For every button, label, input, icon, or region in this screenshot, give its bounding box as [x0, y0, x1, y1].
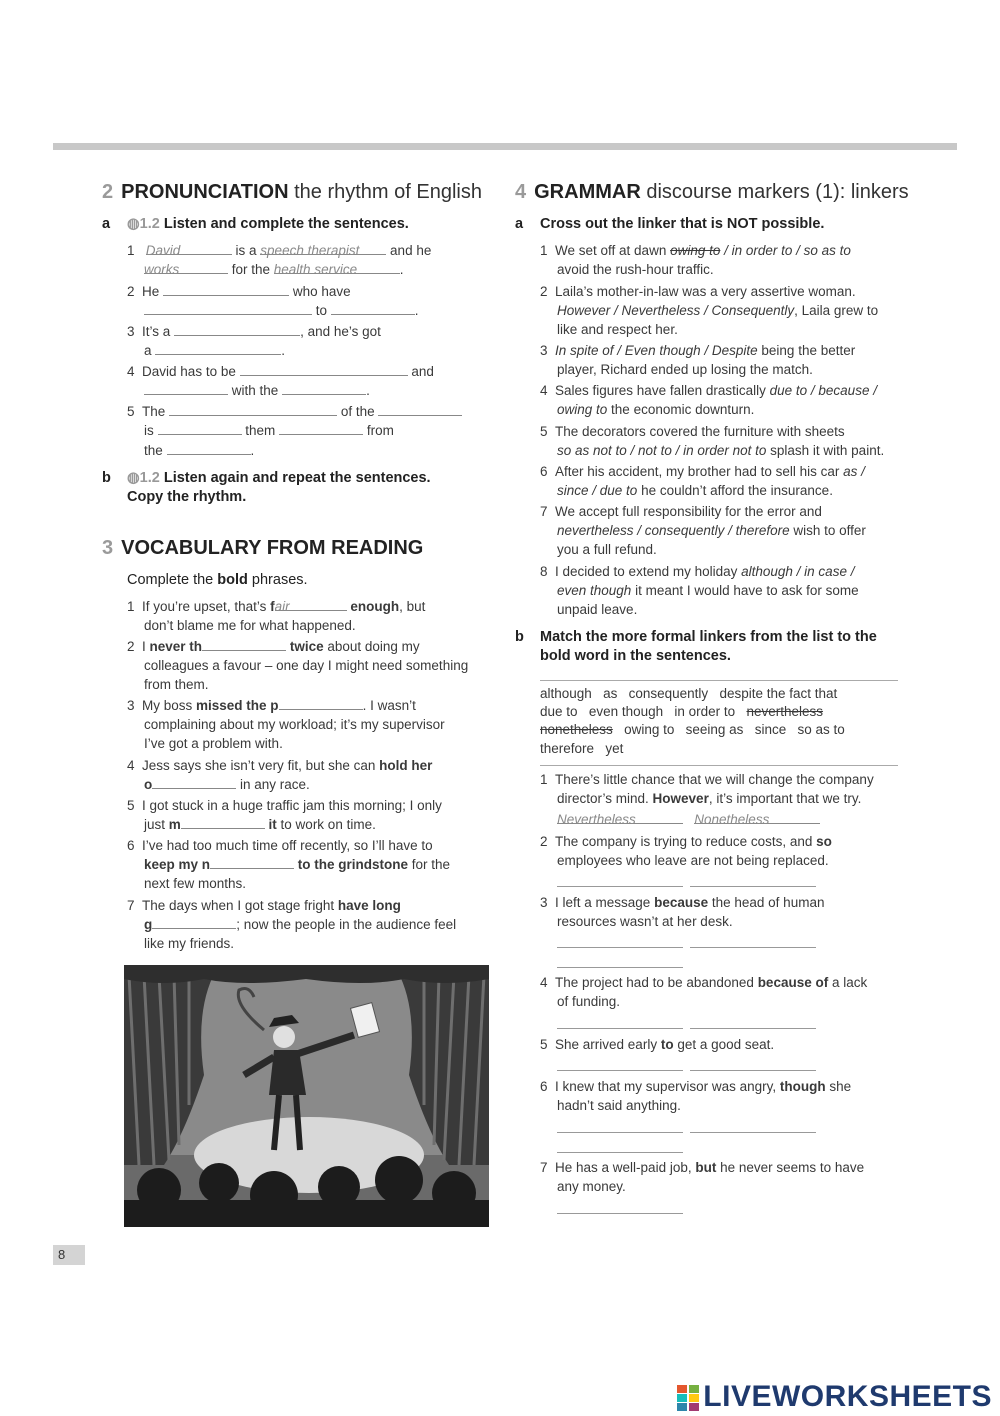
- text: g: [144, 917, 153, 932]
- text: but: [695, 1160, 717, 1175]
- text: .: [399, 262, 404, 277]
- options[interactable]: although / in case /: [741, 564, 855, 579]
- match-item-3: 3 I left a message because the head of human: [540, 895, 825, 910]
- word-option[interactable]: so as to: [797, 722, 845, 737]
- text: to work on time.: [276, 817, 376, 832]
- text: David has to be: [142, 364, 236, 379]
- grammar-a-item-6-line2: since / due to he couldn’t afford the insurance.: [557, 483, 833, 498]
- answer-field[interactable]: works: [144, 260, 228, 274]
- options[interactable]: since / due to: [557, 483, 638, 498]
- section-3-title: [102, 537, 423, 560]
- text: I got stuck in a huge traffic jam this morning; I only: [142, 798, 442, 813]
- grammar-a-item-8: 8 I decided to extend my holiday although / in case /: [540, 564, 855, 579]
- audio-track: 1.2: [139, 470, 160, 486]
- word-option[interactable]: despite the fact that: [719, 686, 838, 701]
- answer-field[interactable]: [690, 886, 816, 887]
- pron-item-2: [127, 282, 351, 302]
- grammar-a-item-5: 5 The decorators covered the furniture with sheets: [540, 424, 845, 439]
- text: NOT: [726, 216, 758, 232]
- grammar-a-item-7-line3: you a full refund.: [557, 542, 657, 557]
- answer-field[interactable]: [557, 886, 683, 887]
- text: . I wasn’t: [362, 698, 416, 713]
- word-option[interactable]: therefore: [540, 740, 595, 756]
- text: so: [816, 834, 832, 849]
- answer-field[interactable]: [144, 381, 228, 395]
- part-letter-b: b: [515, 629, 524, 645]
- answer-field[interactable]: [690, 947, 816, 948]
- pron-item-4-line2: with the .: [144, 381, 370, 401]
- answer-field[interactable]: David: [146, 241, 232, 255]
- grammar-a-item-6: 6 After his accident, my brother had to sell his car as /: [540, 464, 865, 479]
- pron-item-2-line2: to .: [144, 301, 419, 321]
- vocab-item-7-line2: [144, 915, 456, 935]
- text: from: [366, 423, 394, 438]
- answer-field[interactable]: [557, 1070, 683, 1071]
- instruction-text: Copy the rhythm.: [127, 489, 247, 505]
- page-number: 8: [53, 1245, 85, 1265]
- vocab-item-4-line2: [144, 775, 310, 795]
- text: for the: [228, 262, 274, 277]
- text: Jess says she isn’t very fit, but she can: [142, 758, 380, 773]
- text: There’s little chance that we will change the company: [555, 772, 874, 787]
- text: m: [168, 817, 181, 832]
- section-heading: GRAMMAR: [534, 181, 641, 203]
- answer-field[interactable]: [158, 421, 242, 435]
- text: about doing my: [323, 639, 420, 654]
- answer-field[interactable]: [557, 967, 683, 968]
- options[interactable]: In spite of / Even though / Despite: [555, 343, 758, 358]
- part-a-instruction: [127, 215, 409, 234]
- text: The: [142, 404, 166, 419]
- text: f: [270, 599, 275, 614]
- item-number: 2: [127, 284, 135, 299]
- answer-field[interactable]: [690, 1132, 816, 1133]
- answer-field[interactable]: [202, 637, 286, 651]
- pron-item-5-line2: [144, 421, 394, 441]
- text: with the: [231, 383, 279, 398]
- text: He has a well-paid job,: [555, 1160, 696, 1175]
- text: the head of human: [708, 895, 825, 910]
- section-heading: PRONUNCIATION: [121, 181, 289, 203]
- text: to the grindstone: [297, 857, 409, 872]
- stage-performer-illustration: [124, 965, 489, 1227]
- grammar-a-item-2-line3: like and respect her.: [557, 322, 678, 337]
- text: get a good seat.: [673, 1037, 775, 1052]
- grammar-a-item-2: 2 Laila’s mother-in-law was a very assertive woman.: [540, 284, 856, 299]
- answer-field[interactable]: [169, 402, 337, 416]
- text: never th: [149, 639, 203, 654]
- text: If you’re upset, that’s: [142, 599, 271, 614]
- answer-field[interactable]: [144, 301, 312, 315]
- word-option[interactable]: owing to: [624, 722, 675, 737]
- match-item-6: 6 I knew that my supervisor was angry, though she: [540, 1079, 852, 1094]
- word-option[interactable]: since: [754, 722, 787, 737]
- brand-text: LIVEWORKSHEETS: [703, 1380, 992, 1413]
- word-option-used[interactable]: nevertheless: [746, 703, 824, 719]
- brand-icon: [677, 1385, 699, 1411]
- match-item-4-line2: of funding.: [557, 994, 621, 1009]
- answer-field[interactable]: [152, 775, 236, 789]
- grammar-a-item-8-line2: even though it meant I would have to ask for some: [557, 583, 859, 598]
- text: is a: [231, 243, 261, 258]
- answer-field[interactable]: [279, 696, 363, 710]
- answer-field[interactable]: [557, 1152, 683, 1153]
- text: the: [144, 443, 163, 458]
- text: to: [315, 303, 328, 318]
- options[interactable]: as /: [843, 464, 865, 479]
- options[interactable]: even though: [557, 583, 632, 598]
- vocab-item-2: 2 I never th twice about doing my: [127, 639, 420, 654]
- text: It’s a: [142, 324, 171, 339]
- part-letter-a: a: [515, 216, 524, 232]
- pron-item-1: [127, 241, 431, 261]
- text: to: [660, 1037, 674, 1052]
- match-item-7: 7 He has a well-paid job, but he never seems to have: [540, 1160, 865, 1175]
- text: However: [652, 791, 709, 806]
- grammar-a-item-8-line3: unpaid leave.: [557, 602, 638, 617]
- text: just: [144, 817, 169, 832]
- instruction-text: Listen again and repeat the sentences.: [163, 470, 431, 486]
- section-3-instruction: [127, 571, 308, 591]
- vocab-item-1: 1 If you’re upset, that’s fair enough, but: [127, 599, 426, 614]
- section-number: 2: [102, 181, 114, 203]
- vocab-item-3: 3 My boss missed the p . I wasn’t: [127, 698, 416, 713]
- text: The project had to be abandoned: [555, 975, 758, 990]
- vocab-item-2-line3: from them.: [144, 677, 209, 692]
- answer-field[interactable]: [210, 855, 294, 869]
- text: o: [144, 777, 153, 792]
- text: is: [144, 423, 154, 438]
- part-b-instruction: [540, 628, 877, 666]
- word-option-used[interactable]: nonetheless: [540, 722, 613, 737]
- vocab-item-6-line2: [144, 855, 450, 875]
- grammar-a-item-5-line2: so as not to / not to / in order not to splash it with paint.: [557, 443, 885, 458]
- section-2-title: [102, 181, 482, 204]
- vocab-item-5: 5 I got stuck in a huge traffic jam this morning; I only: [127, 798, 442, 813]
- text: I knew that my supervisor was angry,: [555, 1079, 780, 1094]
- vocab-item-3-line3: I’ve got a problem with.: [144, 736, 283, 751]
- text: , but: [399, 599, 426, 614]
- vocab-item-4: 4 Jess says she isn’t very fit, but she can hold her: [127, 758, 433, 773]
- text: a: [144, 343, 152, 358]
- text: Match the more formal linkers from the list to the: [540, 629, 877, 645]
- answer-field[interactable]: [557, 947, 683, 948]
- item-number: 1: [127, 243, 135, 258]
- option-crossed[interactable]: owing to: [670, 243, 721, 258]
- answer-field[interactable]: [690, 1070, 816, 1071]
- text: a lack: [828, 975, 868, 990]
- audio-icon[interactable]: ◍: [127, 470, 140, 486]
- answer-field[interactable]: [279, 421, 363, 435]
- match-item-1-line2: [557, 789, 861, 809]
- text: them: [245, 423, 276, 438]
- text: possible.: [757, 216, 825, 232]
- answer-field[interactable]: Nonetheless: [694, 810, 820, 824]
- answer-field[interactable]: [240, 362, 408, 376]
- text: I’ve had too much time off recently, so I’ll have to: [142, 838, 433, 853]
- options[interactable]: due to / because /: [769, 383, 877, 398]
- options[interactable]: owing to: [557, 402, 608, 417]
- text: I left a message: [555, 895, 655, 910]
- top-rule: [53, 143, 957, 150]
- grammar-a-item-3-line2: player, Richard ended up losing the match.: [557, 362, 813, 377]
- text: for the: [408, 857, 451, 872]
- vocab-item-7: 7 The days when I got stage fright have long: [127, 898, 401, 913]
- vocab-item-5-line2: [144, 815, 376, 835]
- text: She arrived early: [555, 1037, 661, 1052]
- text: word in the sentences.: [570, 648, 731, 664]
- pron-item-3-line2: a .: [144, 343, 286, 358]
- text: He: [142, 284, 160, 299]
- answer-field[interactable]: [557, 1132, 683, 1133]
- text: though: [779, 1079, 826, 1094]
- pron-item-1-line2: [144, 260, 404, 280]
- answer-field[interactable]: [378, 402, 462, 416]
- match-item-1-answers: [557, 810, 820, 830]
- section-subheading: the rhythm of English: [294, 181, 482, 203]
- match-item-2: 2 The company is trying to reduce costs, and so: [540, 834, 832, 849]
- part-letter-b: b: [102, 470, 111, 486]
- grammar-a-item-7-line2: nevertheless / consequently / therefore wish to offer: [557, 523, 866, 538]
- section-heading: VOCABULARY FROM READING: [121, 537, 424, 559]
- answer-field[interactable]: [690, 1028, 816, 1029]
- answer-field[interactable]: [282, 381, 366, 395]
- text: missed the p: [196, 698, 279, 713]
- text: director’s mind.: [557, 791, 653, 806]
- word-row: [540, 720, 898, 740]
- options[interactable]: However / Nevertheless / Consequently: [557, 303, 795, 318]
- answer-field[interactable]: [557, 1213, 683, 1214]
- grammar-a-item-1: 1 We set off at dawn owing to / in order to / so as to: [540, 243, 851, 258]
- pron-item-3: [127, 322, 381, 342]
- text: My boss: [142, 698, 197, 713]
- grammar-a-item-3: 3 In spite of / Even though / Despite being the better: [540, 343, 856, 358]
- word-option[interactable]: consequently: [628, 686, 709, 701]
- grammar-a-item-7: 7 We accept full responsibility for the error and: [540, 504, 822, 519]
- word-option[interactable]: even though: [588, 703, 664, 719]
- section-4-title: [515, 181, 909, 204]
- vocab-item-2-line2: colleagues a favour – one day I might need something: [144, 658, 469, 673]
- match-item-5: 5 She arrived early to get a good seat.: [540, 1037, 775, 1052]
- vocab-item-3-line2: complaining about my workload; it’s my supervisor: [144, 717, 445, 732]
- match-item-2-line2: employees who leave are not being replaced.: [557, 853, 829, 868]
- answer-field[interactable]: air: [275, 597, 347, 611]
- answer-field[interactable]: [163, 282, 289, 296]
- answer-field[interactable]: [181, 815, 265, 829]
- answer-field[interactable]: Nevertheless: [557, 810, 683, 824]
- liveworksheets-logo: [677, 1380, 992, 1414]
- word-row: [540, 702, 898, 722]
- grammar-a-item-4-line2: owing to the economic downturn.: [557, 402, 755, 417]
- text: The days when I got stage fright: [142, 898, 338, 913]
- linker-word-list: [540, 680, 898, 766]
- item-number: 4: [127, 364, 135, 379]
- text: it: [268, 817, 277, 832]
- text: because: [654, 895, 709, 910]
- section-subheading: discourse markers (1): linkers: [646, 181, 909, 203]
- answer-field[interactable]: [174, 322, 300, 336]
- text: bold: [540, 648, 571, 664]
- text: , and he’s got: [300, 324, 381, 339]
- text: he never seems to have: [716, 1160, 865, 1175]
- text: I: [142, 639, 150, 654]
- audio-icon[interactable]: ◍: [127, 216, 140, 232]
- options[interactable]: so as not to / not to / in order not to: [557, 443, 767, 458]
- text: phrases.: [247, 572, 308, 588]
- match-item-6-line2: hadn’t said anything.: [557, 1098, 681, 1113]
- answer-field[interactable]: [331, 301, 415, 315]
- word-option[interactable]: although: [540, 686, 592, 701]
- answer-field[interactable]: [152, 915, 236, 929]
- part-b-instruction: [127, 469, 431, 507]
- answer-field[interactable]: speech therapist: [260, 241, 386, 255]
- word-option[interactable]: as: [603, 686, 618, 701]
- options[interactable]: nevertheless / consequently / therefore: [557, 523, 790, 538]
- match-item-3-line2: resources wasn’t at her desk.: [557, 914, 733, 929]
- match-item-7-line2: any money.: [557, 1179, 626, 1194]
- vocab-item-7-line3: like my friends.: [144, 936, 235, 951]
- text: enough: [350, 599, 400, 614]
- text: keep my n: [144, 857, 211, 872]
- word-row: [540, 739, 898, 759]
- text: bold: [217, 572, 248, 588]
- part-letter-a: a: [102, 216, 111, 232]
- text: twice: [289, 639, 324, 654]
- audio-track: 1.2: [139, 216, 160, 232]
- pron-item-5: [127, 402, 462, 422]
- section-number: 3: [102, 537, 114, 559]
- word-option[interactable]: due to: [540, 703, 578, 719]
- text: have long: [337, 898, 401, 913]
- section-number: 4: [515, 181, 527, 203]
- text: ; now the people in the audience feel: [236, 917, 457, 932]
- text: because of: [757, 975, 829, 990]
- word-option[interactable]: yet: [605, 740, 624, 756]
- text: of the: [340, 404, 375, 419]
- grammar-a-item-2-line2: However / Nevertheless / Consequently, Laila grew to: [557, 303, 879, 318]
- text: and he: [386, 243, 432, 258]
- text: Cross out the linker that is: [540, 216, 727, 232]
- pron-item-4: [127, 362, 434, 382]
- vocab-item-6-line3: next few months.: [144, 876, 247, 891]
- text: in any race.: [236, 777, 310, 792]
- item-number: 5: [127, 404, 135, 419]
- answer-field[interactable]: health service: [274, 260, 400, 274]
- grammar-a-item-4: 4 Sales figures have fallen drastically due to / because /: [540, 383, 877, 398]
- text: she: [825, 1079, 852, 1094]
- part-a-instruction: [540, 215, 824, 234]
- instruction-text: Listen and complete the sentences.: [163, 216, 409, 232]
- item-number: 3: [127, 324, 135, 339]
- vocab-item-1-line2: don’t blame me for what happened.: [144, 618, 356, 633]
- vocab-item-6: 6 I’ve had too much time off recently, so I’ll have to: [127, 838, 433, 853]
- match-item-1: 1 There’s little chance that we will change the company: [540, 772, 874, 787]
- answer-field[interactable]: [155, 341, 281, 355]
- word-option[interactable]: seeing as: [685, 722, 744, 737]
- text: who have: [292, 284, 351, 299]
- word-option[interactable]: in order to: [674, 703, 736, 719]
- pron-item-5-line3: the .: [144, 443, 255, 458]
- text: The company is trying to reduce costs, and: [555, 834, 817, 849]
- text: hold her: [379, 758, 433, 773]
- match-item-4: 4 The project had to be abandoned because of a lack: [540, 975, 868, 990]
- answer-field[interactable]: [557, 1028, 683, 1029]
- text: , it’s important that we try.: [708, 791, 862, 806]
- text: Complete the: [127, 572, 218, 588]
- answer-field[interactable]: [167, 441, 251, 455]
- text: and: [411, 364, 434, 379]
- grammar-a-item-1-line2: avoid the rush-hour traffic.: [557, 262, 714, 277]
